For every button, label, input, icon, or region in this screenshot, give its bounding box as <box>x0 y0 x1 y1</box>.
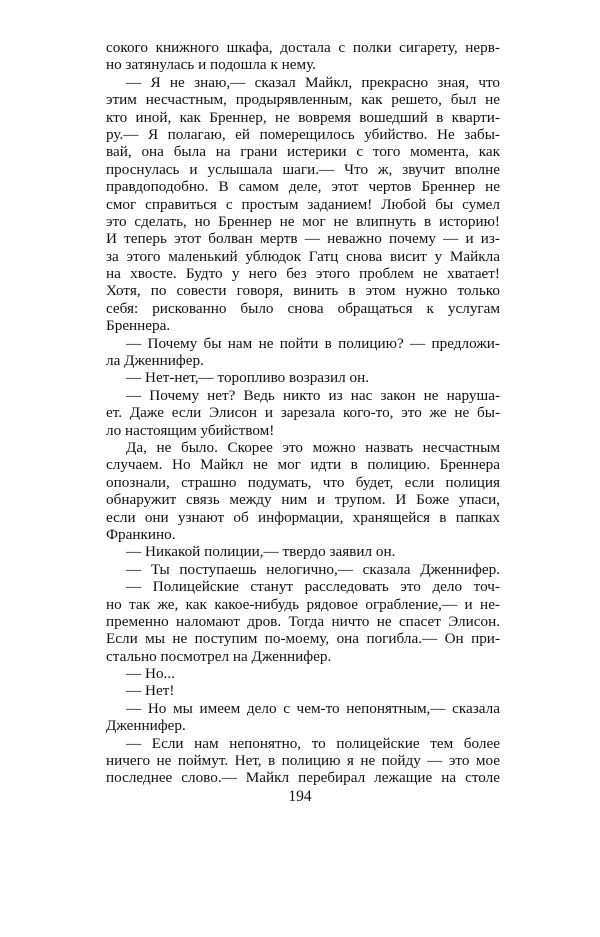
text-line: И теперь этот болван мертв — неважно почему — и из- <box>106 230 500 248</box>
text-line: — Почему нет? Ведь никто из нас закон не наруша- <box>126 386 500 404</box>
text-line: Если мы не поступим по-моему, она погибла.— Он при- <box>106 630 500 648</box>
text-line: кто иной, как Бреннер, не вовремя вошедший в кварти- <box>106 108 500 126</box>
page-number: 194 <box>288 788 312 805</box>
text-line: — Полицейские станут расследовать это дело точ- <box>126 578 500 596</box>
text-line: — Я не знаю,— сказал Майкл, прекрасно зная, что <box>126 73 500 91</box>
text-line: пременно наломают дров. Тогда ничто не спасет Элисон. <box>106 612 500 630</box>
text-line: Да, не было. Скорее это можно назвать несчастным <box>126 438 500 456</box>
text-line: последнее слово.— Майкл перебирал лежащие на столе <box>106 769 500 787</box>
text-line: но так же, как какое-нибудь рядовое ограбление,— и не- <box>106 595 500 613</box>
book-page-text <box>106 39 500 787</box>
text-line: вай, она была на грани истерики с того момента, как <box>106 143 500 161</box>
text-line: ет. Даже если Элисон и зарезала кого-то, это же не бы- <box>106 404 500 422</box>
text-line: — Нет-нет,— торопливо возразил он. <box>126 369 370 387</box>
text-line: этим несчастным, продырявленным, как решето, был не <box>106 91 500 109</box>
text-line: Дженнифер. <box>106 717 186 735</box>
text-line: за этого маленький ублюдок Гатц снова висит у Майкла <box>106 247 500 265</box>
text-line: обнаружит связь между ним и трупом. И Боже упаси, <box>106 491 500 509</box>
text-line: Франкино. <box>106 525 176 543</box>
text-line: опознали, страшно подумать, что будет, если полиция <box>106 473 500 491</box>
text-line: себя: рискованно было снова обращаться к услугам <box>106 299 500 317</box>
text-line: это сделать, но Бреннер не мог не влипнуть в историю! <box>106 212 500 230</box>
text-line: — Нет! <box>126 682 175 700</box>
text-line: сокого книжного шкафа, достала с полки сигарету, нерв- <box>106 39 500 56</box>
text-line: — Если нам непонятно, то полицейские тем более <box>126 734 500 752</box>
text-line: ничего не поймут. Нет, в полицию я не пойду — это мое <box>106 752 500 770</box>
text-line: стально посмотрел на Дженнифер. <box>106 647 332 665</box>
text-line: — Но мы имеем дело с чем-то непонятным,— сказала <box>126 699 500 717</box>
text-line: смог справиться с простым заданием! Любой бы сумел <box>106 195 500 213</box>
text-line: случаем. Но Майкл не мог идти в полицию. Бреннера <box>106 456 500 474</box>
text-line: — Ты поступаешь нелогично,— сказала Дженнифер. <box>126 560 500 578</box>
text-line: Хотя, по совести говоря, винить в этом нужно только <box>106 282 500 300</box>
text-line: на хвосте. Будто у него без этого проблем не хватает! <box>106 265 500 283</box>
text-line: — Никакой полиции,— твердо заявил он. <box>126 543 396 561</box>
text-line: правдоподобно. В самом деле, этот чертов Бреннер не <box>106 178 500 196</box>
text-line: но затянулась и подошла к нему. <box>106 56 316 74</box>
text-line: ру.— Я полагаю, ей померещилось убийство. Не забы- <box>106 125 500 143</box>
text-line: Бреннера. <box>106 317 171 335</box>
text-line: — Почему бы нам не пойти в полицию? — предложи- <box>126 334 500 352</box>
text-line: если они узнают об информации, хранящейся в папках <box>106 508 500 526</box>
text-line: — Но... <box>126 665 175 683</box>
text-line: проснулась и услышала шаги.— Что ж, звучит вполне <box>106 160 500 178</box>
text-line: ла Дженнифер. <box>106 352 204 370</box>
text-line: ло настоящим убийством! <box>106 421 275 439</box>
